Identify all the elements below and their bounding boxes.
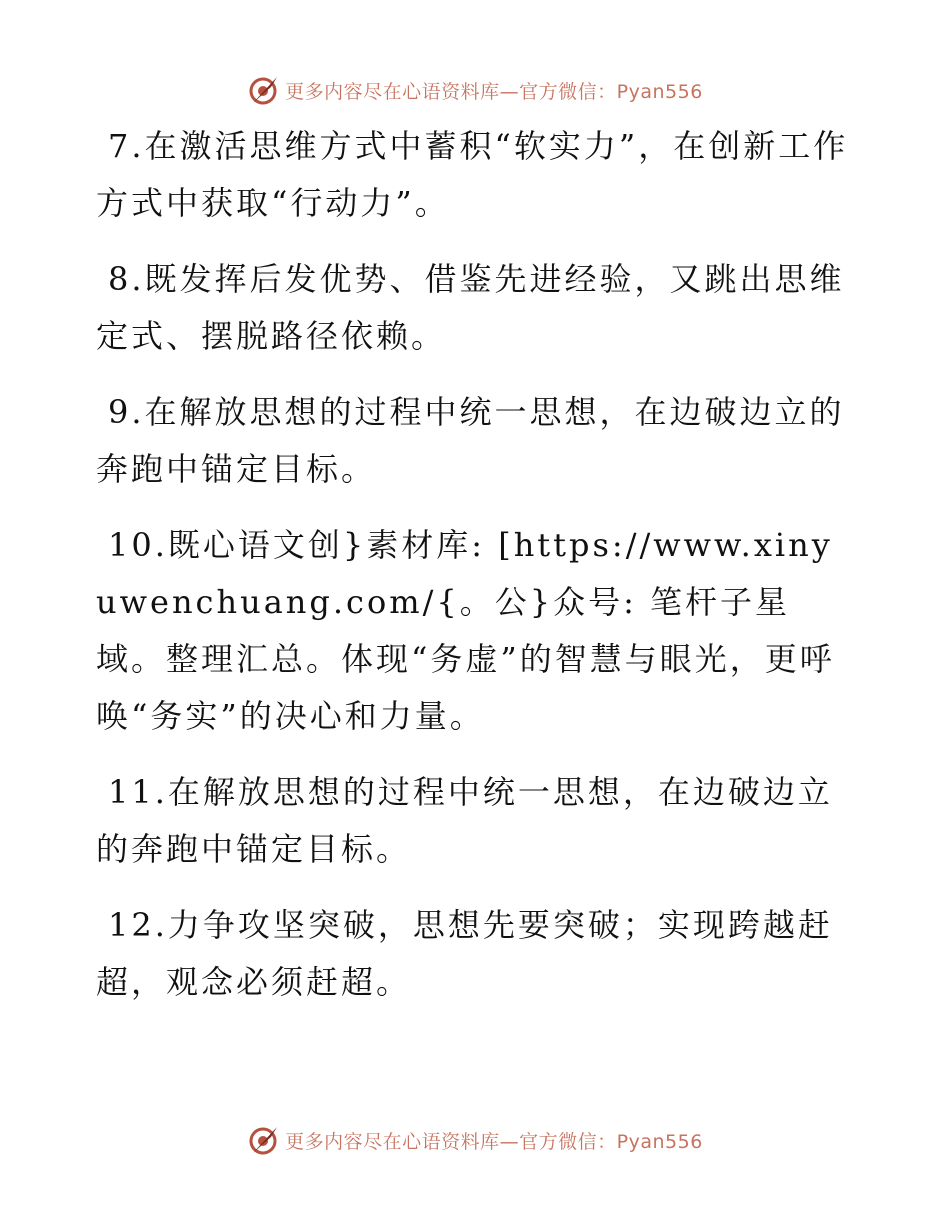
paragraph-12: 12.力争攻坚突破，思想先要突破；实现跨越赶超，观念必须赶超。 <box>96 906 833 1001</box>
quill-pen-circle-icon <box>247 73 281 107</box>
quill-pen-circle-icon <box>247 1123 281 1157</box>
header-banner <box>0 70 950 110</box>
document-body <box>96 118 856 1030</box>
footer-banner-text: 更多内容尽在心语资料库—官方微信：Pyan556 <box>285 1130 703 1153</box>
paragraph-9: 9.在解放思想的过程中统一思想，在边破边立的奔跑中锚定目标。 <box>96 393 845 488</box>
paragraph-11: 11.在解放思想的过程中统一思想，在边破边立的奔跑中锚定目标。 <box>96 773 833 868</box>
paragraph-10: 10.既心语文创}素材库: [https://www.xinyuwenchuang.com/{。公}众号: 笔杆子星域。整理汇总。体现“务虚”的智慧与眼光，更呼唤“务实”的决心和力量。 <box>96 526 835 735</box>
header-banner-text: 更多内容尽在心语资料库—官方微信：Pyan556 <box>285 80 703 103</box>
paragraph-7: 7.在激活思维方式中蓄积“软实力”，在创新工作方式中获取“行动力”。 <box>96 127 849 222</box>
footer-banner <box>0 1120 950 1160</box>
paragraph-8: 8.既发挥后发优势、借鉴先进经验，又跳出思维定式、摆脱路径依赖。 <box>96 260 845 355</box>
